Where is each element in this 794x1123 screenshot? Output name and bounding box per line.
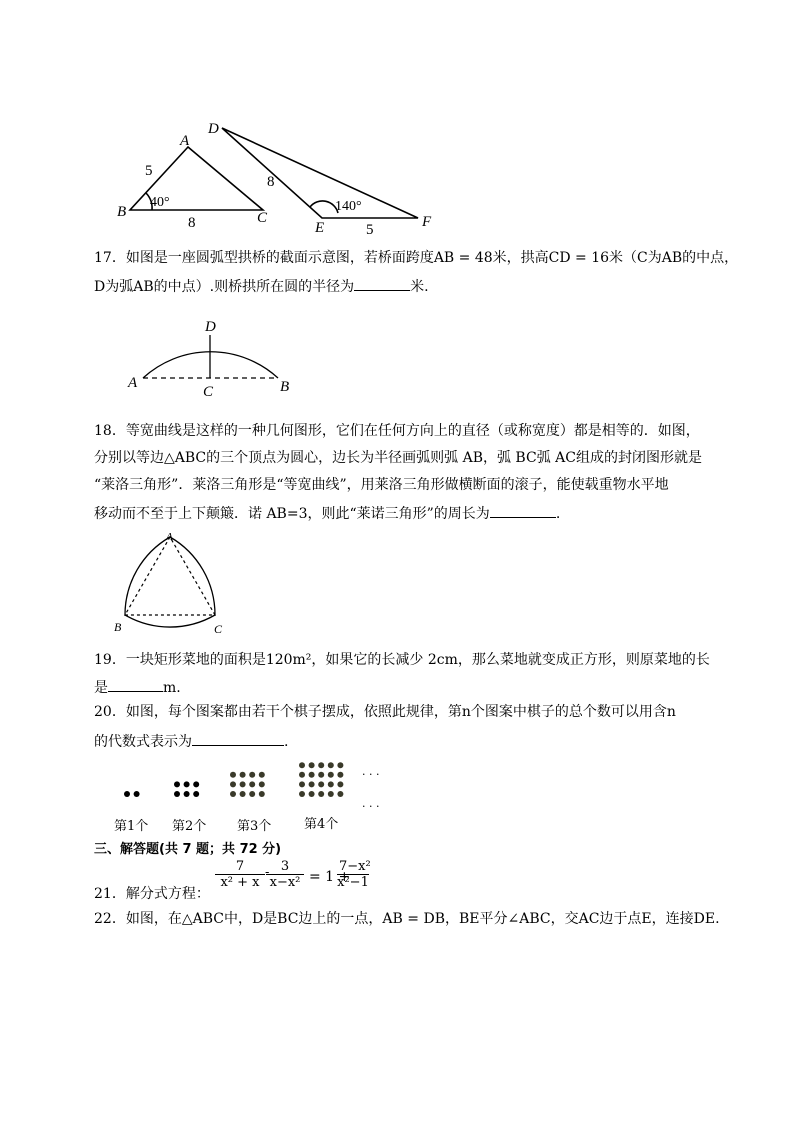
chess-piece [328, 762, 334, 768]
chess-piece [337, 772, 343, 778]
pattern-2 [174, 781, 199, 797]
label-B: B [117, 204, 127, 220]
minus-sign: - [265, 865, 270, 880]
fraction-2 [266, 859, 304, 890]
triangles-figure [0, 0, 794, 240]
chess-piece [174, 791, 180, 797]
q18-line4 [94, 503, 560, 523]
chess-piece [328, 781, 334, 787]
pattern-label-4: 第4个 [304, 817, 339, 832]
fraction-1-denominator: x² + x [220, 875, 260, 890]
side-ab-label: 5 [145, 163, 153, 179]
fraction-3 [337, 859, 369, 890]
reuleaux-triangle-figure [0, 525, 794, 645]
chess-piece [309, 772, 315, 778]
label-A: A [166, 531, 173, 543]
q18-line1: 18．等宽曲线是这样的一种几何图形，它们在任何方向上的直径（或称宽度）都是相等的．如图， [94, 423, 700, 439]
chess-piece [184, 781, 190, 787]
section-3-heading: 三、解答题(共 7 题；共 72 分) [94, 842, 282, 857]
label-B: B [280, 379, 290, 395]
label-D: D [208, 121, 219, 137]
fraction-2-numerator: 3 [266, 859, 304, 875]
chess-piece [193, 791, 199, 797]
q20-text: 的代数式表示为 [94, 734, 192, 750]
chess-piece [174, 781, 180, 787]
angle-b-label: 40° [150, 195, 170, 210]
label-C: C [214, 622, 223, 636]
side-ef-label: 5 [366, 222, 374, 238]
q20-line2 [94, 731, 288, 751]
q18-line3: “莱洛三角形”．莱洛三角形是“等宽曲线”，用莱洛三角形做横断面的滚子，能使载重物水平地 [94, 477, 669, 493]
pattern-4 [299, 762, 343, 797]
fraction-2-denominator: x−x² [269, 875, 301, 890]
chess-piece [337, 781, 343, 787]
chess-piece [124, 791, 130, 797]
chess-piece [337, 791, 343, 797]
chess-piece [134, 791, 140, 797]
q20-answer-blank[interactable] [192, 731, 284, 746]
chess-piece [309, 762, 315, 768]
chess-piece [249, 791, 255, 797]
q19-unit: m. [163, 680, 181, 696]
label-A: A [128, 375, 138, 391]
chess-piece [309, 791, 315, 797]
fraction-1 [215, 859, 265, 890]
chess-piece [328, 772, 334, 778]
pattern-label-3: 第3个 [237, 819, 272, 834]
q18-line2: 分别以等边△ABC的三个顶点为圆心，边长为半径画弧则弧 AB，弧 BC弧 AC组成的封闭图形就是 [94, 450, 702, 466]
label-A: A [180, 133, 190, 149]
pattern-1 [124, 791, 140, 797]
q17-unit: 米. [410, 279, 429, 295]
chess-piece [249, 781, 255, 787]
chess-piece [259, 781, 265, 787]
side-bc-label: 8 [188, 215, 196, 231]
chess-piece [240, 791, 246, 797]
q17-text: D为弧AB的中点）.则桥拱所在圆的半径为 [94, 279, 355, 295]
chess-piece [318, 781, 324, 787]
chess-piece [318, 762, 324, 768]
chess-piece [230, 781, 236, 787]
label-F: F [422, 214, 432, 230]
chess-piece [259, 772, 265, 778]
fraction-3-denominator: x²−1 [337, 875, 369, 890]
q19-line2 [94, 677, 181, 697]
q20-period: . [284, 734, 289, 750]
chess-piece [184, 791, 190, 797]
chess-piece [299, 772, 305, 778]
side-de-label: 8 [267, 174, 275, 190]
fraction-3-numerator: 7−x² [339, 859, 371, 874]
chess-piece [299, 791, 305, 797]
q19-answer-blank[interactable] [108, 677, 163, 692]
chess-piece [328, 791, 334, 797]
chess-piece [318, 772, 324, 778]
chess-piece [240, 772, 246, 778]
label-D: D [205, 319, 216, 335]
fraction-1-numerator: 7 [215, 859, 265, 875]
q17-line1: 17．如图是一座圆弧型拱桥的截面示意图，若桥面跨度AB = 48米，拱高CD = 16米（C为AB的中点， [94, 250, 739, 266]
q18-answer-blank[interactable] [490, 503, 556, 518]
label-B: B [114, 620, 122, 634]
pattern-label-2: 第2个 [172, 819, 207, 834]
q19-text: 是 [94, 680, 108, 696]
chess-piece [318, 791, 324, 797]
chess-piece [193, 781, 199, 787]
q22-line1: 22．如图，在△ABC中，D是BC边上的一点，AB = DB，BE平分∠ABC，交AC边于点E，连接DE. [94, 911, 720, 927]
q19-line1: 19．一块矩形菜地的面积是120m²，如果它的长减少 2cm，那么菜地就变成正方形，则原菜地的长 [94, 652, 710, 668]
label-C: C [203, 384, 214, 400]
chess-piece [240, 781, 246, 787]
q20-line1: 20．如图，每个图案都由若干个棋子摆成，依照此规律，第n个图案中棋子的总个数可以用含n [94, 704, 676, 720]
triangle-def [222, 128, 418, 218]
chess-piece [249, 772, 255, 778]
equals-one-plus: = 1 + [309, 869, 351, 885]
ellipsis-1: · · · [362, 768, 380, 781]
angle-e-label: 140° [335, 199, 362, 214]
q18-period: . [555, 506, 561, 522]
label-C: C [257, 210, 268, 226]
chess-piece [299, 762, 305, 768]
pattern-3 [230, 772, 265, 797]
chess-piece [309, 781, 315, 787]
arch-bridge-figure [0, 300, 794, 420]
chess-piece [230, 772, 236, 778]
chess-piece [299, 781, 305, 787]
chess-piece [259, 791, 265, 797]
pattern-label-1: 第1个 [114, 819, 149, 834]
q17-line2 [94, 276, 429, 296]
ellipsis-2: · · · [362, 800, 380, 813]
q21-label: 21．解分式方程： [94, 886, 210, 902]
q17-answer-blank[interactable] [354, 276, 410, 291]
label-E: E [315, 220, 325, 236]
chess-piece [337, 762, 343, 768]
q18-text: 移动而不至于上下颠簸．诺 AB=3，则此“莱诺三角形”的周长为 [94, 506, 490, 522]
chess-piece [230, 791, 236, 797]
